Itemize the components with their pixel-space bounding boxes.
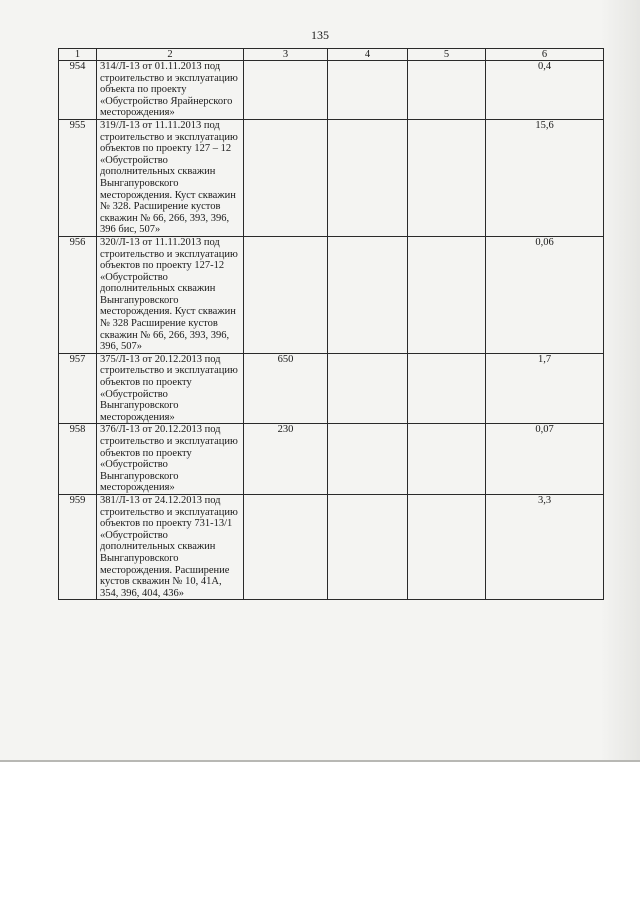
row-description: 376/Л-13 от 20.12.2013 под строительство и эксплуатацию объектов по проекту «Обустройство Вынгапуровского месторождения» [97,424,244,495]
table-row [59,61,604,120]
column-header-6: 6 [486,49,604,61]
column-header-1: 1 [59,49,97,61]
column-header-5: 5 [408,49,486,61]
row-col6: 1,7 [486,353,604,424]
row-col6: 3,3 [486,494,604,599]
row-col6: 0,07 [486,424,604,495]
row-description: 320/Л-13 от 11.11.2013 под строительство и эксплуатацию объектов по проекту 127-12 «Обустройство дополнительных скважин Вынгапуровского месторождения. Куст скважин № 328 Расширение кустов скважин № 66, 266, 393, 396, 396, 507» [97,236,244,353]
row-col4 [328,119,408,236]
table-row [59,494,604,599]
row-col5 [408,119,486,236]
row-col5 [408,494,486,599]
row-col3 [244,494,328,599]
row-col3: 230 [244,424,328,495]
row-description: 375/Л-13 от 20.12.2013 под строительство и эксплуатацию объектов по проекту «Обустройство Вынгапуровского месторождения» [97,353,244,424]
row-col6: 0,4 [486,61,604,120]
row-number: 957 [59,353,97,424]
column-header-4: 4 [328,49,408,61]
row-col4 [328,61,408,120]
page-number: 135 [311,28,329,42]
row-number: 959 [59,494,97,599]
row-description: 319/Л-13 от 11.11.2013 под строительство и эксплуатацию объектов по проекту 127 – 12 «Обустройство дополнительных скважин Вынгапуровского месторождения. Куст скважин № 328. Расширение кустов скважин № 66, 266, 393, 396, 396 бис, 507» [97,119,244,236]
row-col6: 0,06 [486,236,604,353]
table-row [59,119,604,236]
row-col3: 650 [244,353,328,424]
row-col4 [328,424,408,495]
row-col6: 15,6 [486,119,604,236]
table-row [59,236,604,353]
row-col3 [244,236,328,353]
row-description: 314/Л-13 от 01.11.2013 под строительство и эксплуатацию объекта по проекту «Обустройство Ярайнерского месторождения» [97,61,244,120]
row-number: 955 [59,119,97,236]
table-header-row [59,49,604,61]
row-col3 [244,61,328,120]
row-col4 [328,494,408,599]
land-lease-table [58,48,604,600]
scan-bottom-edge [0,760,640,762]
blank-area [0,763,640,905]
table-row [59,424,604,495]
row-col5 [408,61,486,120]
scan-shadow [600,0,640,762]
row-col5 [408,353,486,424]
row-col4 [328,236,408,353]
row-number: 956 [59,236,97,353]
column-header-2: 2 [97,49,244,61]
row-number: 958 [59,424,97,495]
row-col3 [244,119,328,236]
row-description: 381/Л-13 от 24.12.2013 под строительство и эксплуатацию объектов по проекту 731-13/1 «Обустройство дополнительных скважин Вынгапуровского месторождения. Расширение кустов скважин № 10, 41А, 354, 396, 404, 436» [97,494,244,599]
table-row [59,353,604,424]
row-number: 954 [59,61,97,120]
row-col4 [328,353,408,424]
row-col5 [408,236,486,353]
row-col5 [408,424,486,495]
column-header-3: 3 [244,49,328,61]
